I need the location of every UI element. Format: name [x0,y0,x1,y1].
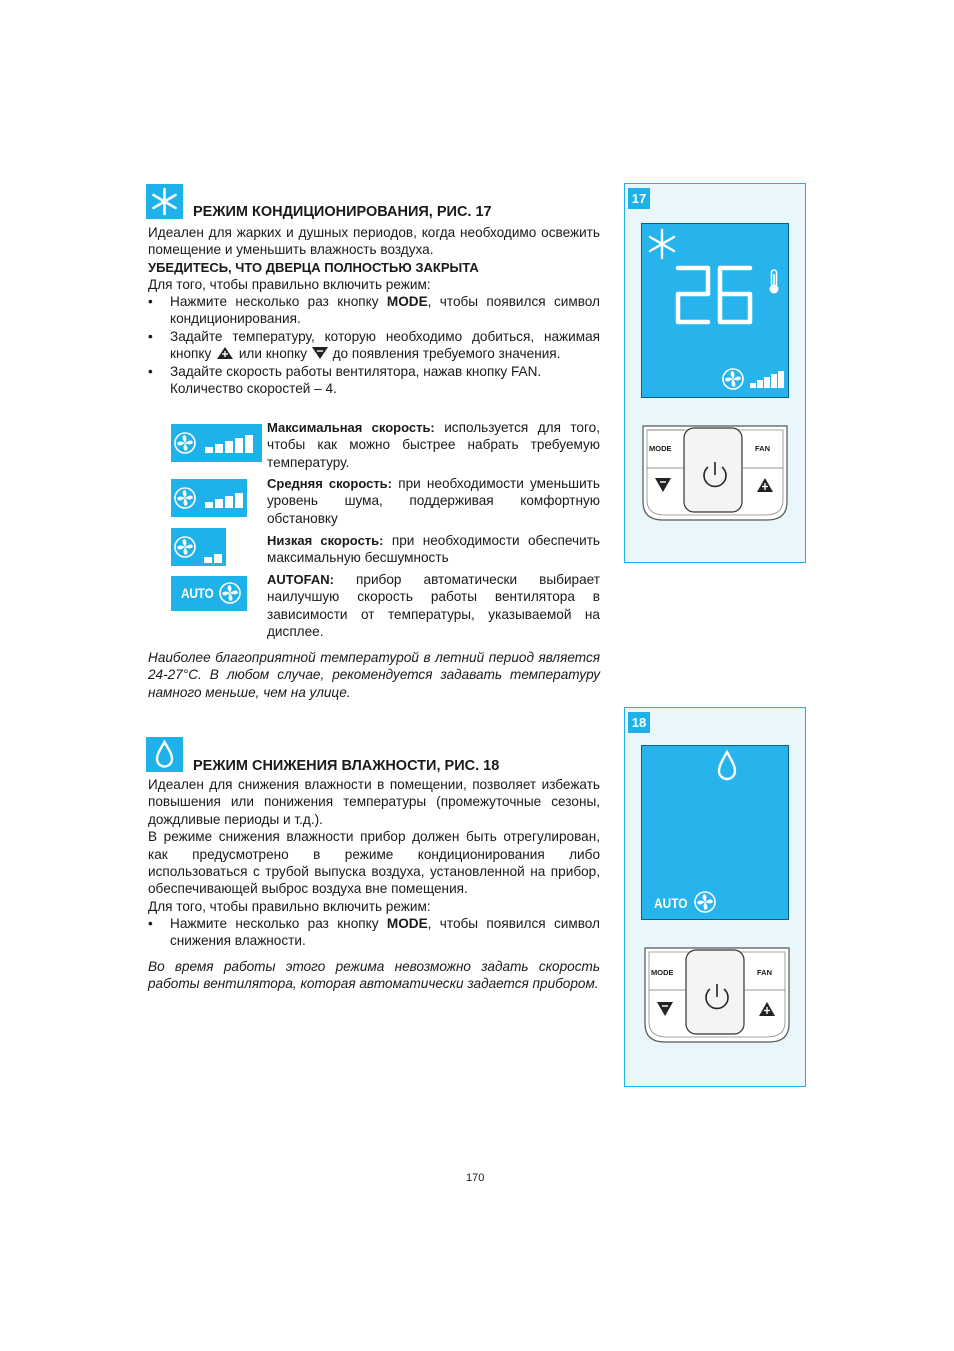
arrow-up-icon [757,478,773,492]
speed-low-desc: Низкая скорость: при необходимости обеспечить максимальную бесшумность [267,533,600,566]
dry-p2: В режиме снижения влажности прибор должен быть отрегулирован, как предусмотрено в режиме кондиционирования либо использоваться с трубой выпуска воздуха, установленной на прибор, обеспечивающей выброс воздуха вне помещения. [148,829,600,897]
dry-section-title: РЕЖИМ СНИЖЕНИЯ ВЛАЖНОСТИ, РИС. 18 [193,758,500,774]
power-icon [699,980,735,1014]
dry-bullet-1: • Нажмите несколько раз кнопку MODE, чтобы появился символ снижения влажности. [148,916,600,949]
cool-subheading: УБЕДИТЕСЬ, ЧТО ДВЕРЦА ПОЛНОСТЬЮ ЗАКРЫТА [148,259,479,275]
dry-mode-icon [146,737,183,772]
up-button[interactable] [753,476,777,494]
arrow-up-icon [759,1002,775,1016]
speed-max-desc: Максимальная скорость: используется для того, чтобы как можно быстрее набрать требуемую температуру. [267,420,600,470]
dry-note: Во время работы этого режима невозможно задать скорость работы вентилятора, которая автоматически задается прибором. [148,959,600,992]
fan-icon [219,582,241,604]
cool-bullet-2: • Задайте температуру, которую необходимо добиться, нажимая кнопку или кнопку до появления требуемого значения. [148,328,600,362]
fan-speed-max-icon [171,424,262,462]
snowflake-icon [646,227,678,261]
fan-bars [204,545,224,555]
droplet-icon [146,737,183,772]
fan-bars [205,490,245,508]
fan-icon [174,487,196,509]
fan-speed-low-icon [171,528,226,566]
mode-key-label: MODE [386,294,428,309]
cool-intro: Идеален для жарких и душных периодов, когда необходимо освежить помещение и уменьшить влажность воздуха. [148,225,600,258]
mode-key-label: MODE [386,916,428,931]
auto-label: AUTO [654,895,688,911]
speed-auto-desc: AUTOFAN: прибор автоматически выбирает наилучшую скорость работы вентилятора в зависимости от температуры, указываемой на дисплее. [267,572,600,640]
cool-howto: Для того, чтобы правильно включить режим: [148,277,431,293]
figure-number: 18 [628,712,650,733]
thermometer-icon [768,269,780,295]
down-button[interactable] [651,1000,675,1018]
figure-number: 17 [628,188,650,209]
power-icon [697,458,733,492]
cool-bullet-1: • Нажмите несколько раз кнопку MODE, чтобы появился символ кондиционирования. [148,294,600,327]
lcd-display [641,745,789,920]
temperature-readout [674,260,760,330]
fan-button[interactable]: FAN [755,444,770,453]
cool-note: Наиболее благоприятной температурой в летний период является 24-27°C. В любом случае, рекомендуется задавать температуру намного меньше, чем на улице. [148,650,600,700]
fan-speed-auto-icon [171,576,247,611]
up-button[interactable] [755,1000,779,1018]
arrow-down-icon [655,478,671,492]
lcd-display [641,223,789,398]
figure-18-panel [624,707,806,1087]
figure-17-panel [624,183,806,563]
page-number: 170 [466,1172,485,1184]
fan-button[interactable]: FAN [757,968,772,977]
cool-bullets [148,293,600,397]
down-button[interactable] [649,476,673,494]
cool-bullet-3: • Задайте скорость работы вентилятора, нажав кнопку FAN. Количество скоростей – 4. [148,363,542,397]
droplet-icon [714,749,740,783]
arrow-down-icon [312,347,328,359]
auto-label: AUTO [181,585,214,601]
cool-mode-icon [146,184,183,219]
snowflake-icon [146,184,183,219]
fan-icon [174,432,196,454]
fan-bars [205,435,255,453]
power-button[interactable] [699,980,735,1014]
cool-section-title: РЕЖИМ КОНДИЦИОНИРОВАНИЯ, РИС. 17 [193,204,492,220]
fan-icon [694,891,716,913]
mode-button[interactable]: MODE [651,968,674,977]
arrow-up-icon [217,347,233,359]
power-button[interactable] [697,458,733,492]
dry-p1: Идеален для снижения влажности в помещении, позволяет избежать повышения или понижения температуры (промежуточные сезоны, дождливые периоды и т.д.). [148,777,600,827]
mode-button[interactable]: MODE [649,444,672,453]
fan-icon [174,536,196,558]
speed-medium-desc: Средняя скорость: при необходимости уменьшить уровень шума, поддерживая комфортную обстановку [267,476,600,526]
dry-howto: Для того, чтобы правильно включить режим: [148,898,431,914]
fan-icon [722,368,744,390]
fan-bars [750,370,784,388]
fan-speed-medium-icon [171,479,247,517]
arrow-down-icon [657,1002,673,1016]
